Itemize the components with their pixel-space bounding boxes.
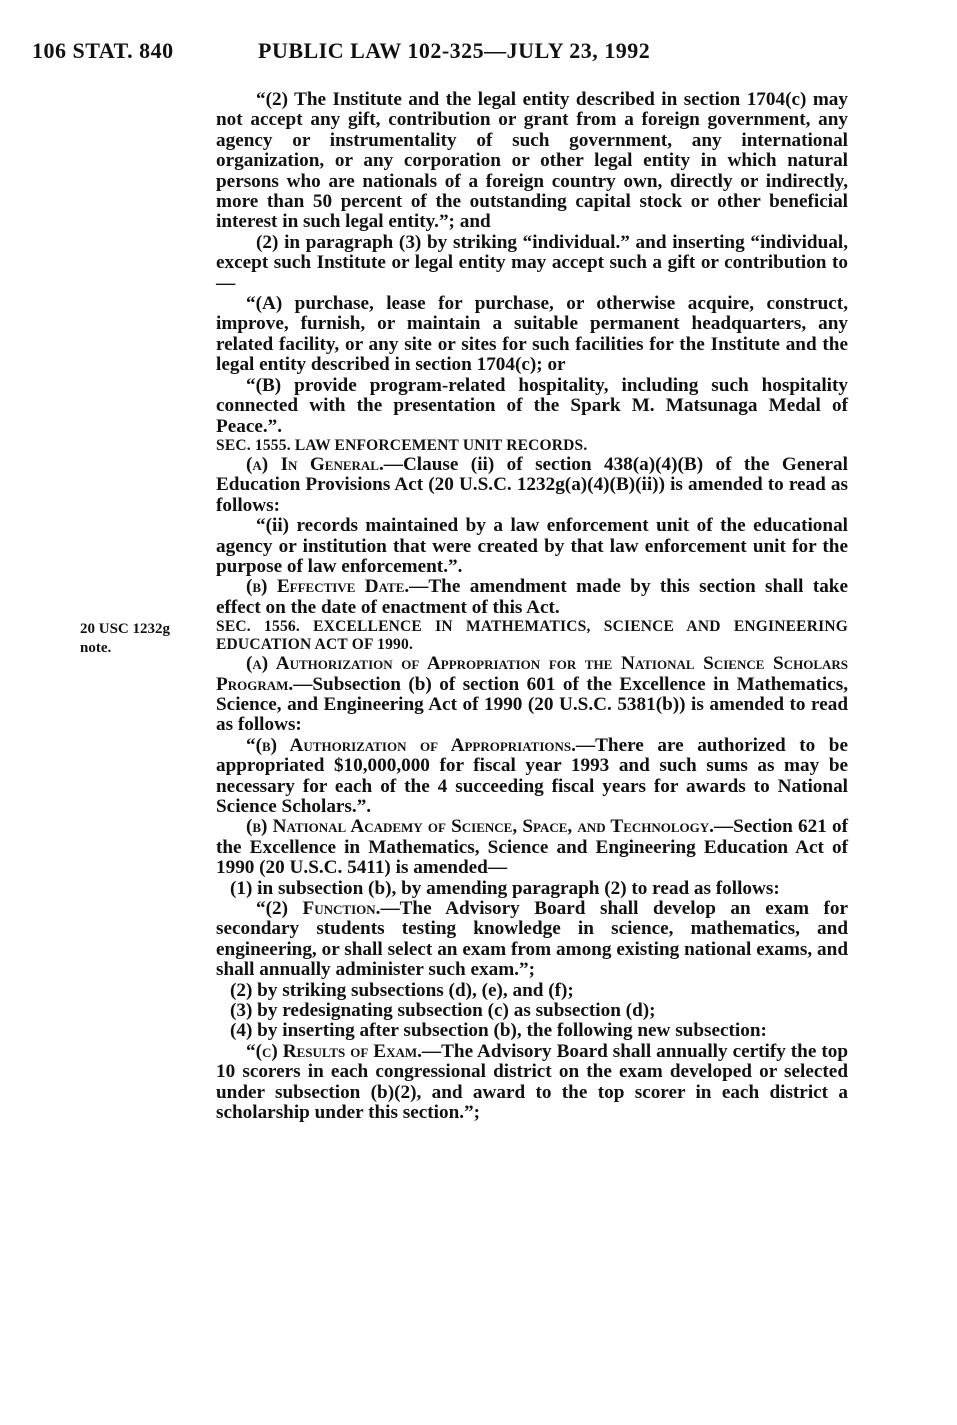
paragraph-item-a: “(A) purchase, lease for purchase, or otherwise acquire, construct, improve, furnish, or maintain a suitable permanent headquarters, any related facility, or any site or sites for such facilities for the Institute and the legal entity described in section 1704(c); or bbox=[216, 293, 848, 376]
paragraph-1555b bbox=[216, 577, 848, 618]
subsection-text-1556b: —Section 621 of the Excellence in Mathematics, Science and Engineering Education Act of 1990 (20 U.S.C. 5411) is amended— bbox=[216, 816, 848, 879]
subsection-text-1555b: —The amendment made by this section shall take effect on the date of enactment of this Act. bbox=[216, 576, 848, 618]
paragraph-item-b: “(B) provide program-related hospitality, including such hospitality connected with the presentation of the Spark M. Matsunaga Medal of Peace.”. bbox=[216, 374, 848, 437]
paragraph-item-1: (1) in subsection (b), by amending paragraph (2) to read as follows: bbox=[230, 877, 780, 899]
page-running-title: PUBLIC LAW 102-325—JULY 23, 1992 bbox=[258, 38, 651, 63]
quote-heading-appropriations: “(b) Authorization of Appropriations. bbox=[246, 734, 576, 756]
section-heading-1556: SEC. 1556. EXCELLENCE IN MATHEMATICS, SCIENCE AND ENGINEERING EDUCATION ACT OF 1990. bbox=[216, 618, 848, 654]
subsection-heading-in-general: (a) In General. bbox=[246, 453, 384, 475]
quote-text-results: —The Advisory Board shall annually certify the top 10 scorers in each congressional district on the exam developed or selected under subsection (b)(2), and award to the top scorer in each district a scholarship under this section.”; bbox=[216, 1040, 849, 1124]
paragraph-1556a bbox=[216, 654, 848, 736]
subsection-heading-authorization: (a) Authorization of Appropriation for the National Science Scholars Program. bbox=[216, 653, 848, 695]
paragraph-item-2: (2) by striking subsections (d), (e), and (f); bbox=[230, 979, 574, 1001]
paragraph-1555a bbox=[216, 455, 848, 516]
subsection-heading-effective-date: (b) Effective Date. bbox=[246, 576, 410, 598]
section-heading-1555: SEC. 1555. LAW ENFORCEMENT UNIT RECORDS. bbox=[216, 436, 588, 454]
quote-text-function: —The Advisory Board shall develop an exam for secondary students testing knowledge in science, mathematics, and engineering, or shall select an exam from among existing national exams, and shall annually administer such exam.”; bbox=[216, 898, 848, 981]
quote-heading-results: “(c) Results of Exam. bbox=[246, 1040, 422, 1062]
subsection-text-1555a: —Clause (ii) of section 438(a)(4)(B) of the General Education Provisions Act (20 U.S.C. 1232g(a)(4)(B)(ii)) is amended to read as follows: bbox=[216, 453, 848, 516]
page-stat-number: 106 STAT. 840 bbox=[32, 38, 174, 63]
document-body bbox=[216, 90, 848, 1124]
paragraph-item-4-quote bbox=[216, 1042, 848, 1124]
subsection-heading-academy: (b) National Academy of Science, Space, and Technology. bbox=[246, 816, 714, 838]
quote-text-appropriations: —There are authorized to be appropriated $10,000,000 for fiscal year 1993 and such sums as may be necessary for each of the 4 succeeding fiscal years for awards to National Science Scholars.”. bbox=[216, 734, 848, 817]
paragraph-1556b bbox=[216, 817, 848, 878]
margin-note-line1: 20 USC 1232g bbox=[80, 621, 171, 637]
quote-heading-function: “(2) Function. bbox=[256, 898, 381, 920]
subsection-text-1556a: —Subsection (b) of section 601 of the Excellence in Mathematics, Science, and Engineering Act of 1990 (20 U.S.C. 5381(b)) is amended to read as follows: bbox=[216, 673, 848, 736]
paragraph-institute-gifts: “(2) The Institute and the legal entity described in section 1704(c) may not accept any gift, contribution or grant from a foreign government, any agency or instrumentality of such government, any international organization, or any corporation or other legal entity in which natural persons who are nationals of a foreign country own, directly or indirectly, more than 50 percent of the outstanding capital stock or other beneficial interest in such legal entity.”; and bbox=[216, 89, 848, 233]
paragraph-item-3: (3) by redesignating subsection (c) as subsection (d); bbox=[230, 1000, 656, 1022]
margin-citation-note bbox=[80, 620, 200, 658]
paragraph-1555a-quote: “(ii) records maintained by a law enforcement unit of the educational agency or institution that were created by that law enforcement unit for the purpose of law enforcement.”. bbox=[216, 515, 848, 577]
paragraph-item-1-quote bbox=[216, 899, 848, 981]
paragraph-item-4: (4) by inserting after subsection (b), the following new subsection: bbox=[230, 1020, 767, 1042]
margin-note-line2: note. bbox=[80, 640, 112, 656]
paragraph-1556a-quote bbox=[216, 736, 848, 818]
paragraph-striking-individual: (2) in paragraph (3) by striking “individual.” and inserting “individual, except such Institute or legal entity may accept such a gift or contribution to— bbox=[216, 231, 848, 294]
